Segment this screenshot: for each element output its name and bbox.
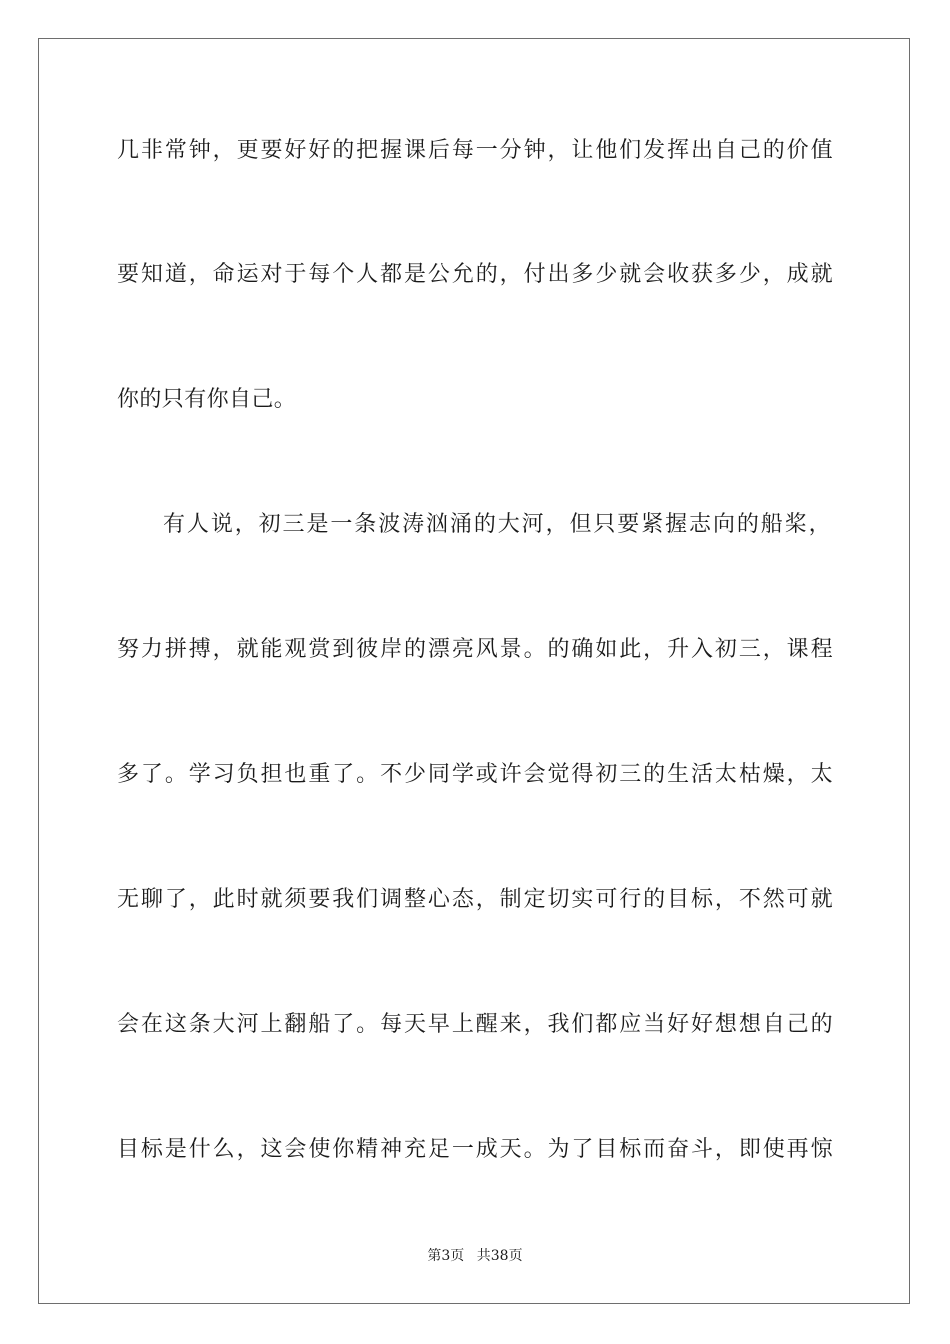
body-line-3: 你的只有你自己。 (117, 387, 297, 412)
body-line-7: 无聊了，此时就须要我们调整心态，制定切实可行的目标，不然可就 (117, 887, 833, 912)
page-footer (0, 1246, 950, 1266)
body-line-4: 有人说，初三是一条波涛汹涌的大河，但只要紧握志向的船桨， (163, 512, 831, 537)
page-number: 第3页 (427, 1248, 465, 1264)
body-line-2: 要知道，命运对于每个人都是公允的，付出多少就会收获多少，成就 (117, 262, 833, 287)
body-line-8: 会在这条大河上翻船了。每天早上醒来，我们都应当好好想想自己的 (117, 1012, 833, 1037)
page-total: 共38页 (476, 1248, 523, 1264)
page-border (38, 38, 910, 1304)
body-line-1: 几非常钟，更要好好的把握课后每一分钟，让他们发挥出自己的价值 (117, 138, 833, 163)
body-line-9: 目标是什么，这会使你精神充足一成天。为了目标而奋斗，即使再惊 (117, 1137, 833, 1162)
body-line-6: 多了。学习负担也重了。不少同学或许会觉得初三的生活太枯燥，太 (117, 762, 833, 787)
body-line-5: 努力拼搏，就能观赏到彼岸的漂亮风景。的确如此，升入初三，课程 (117, 637, 833, 662)
